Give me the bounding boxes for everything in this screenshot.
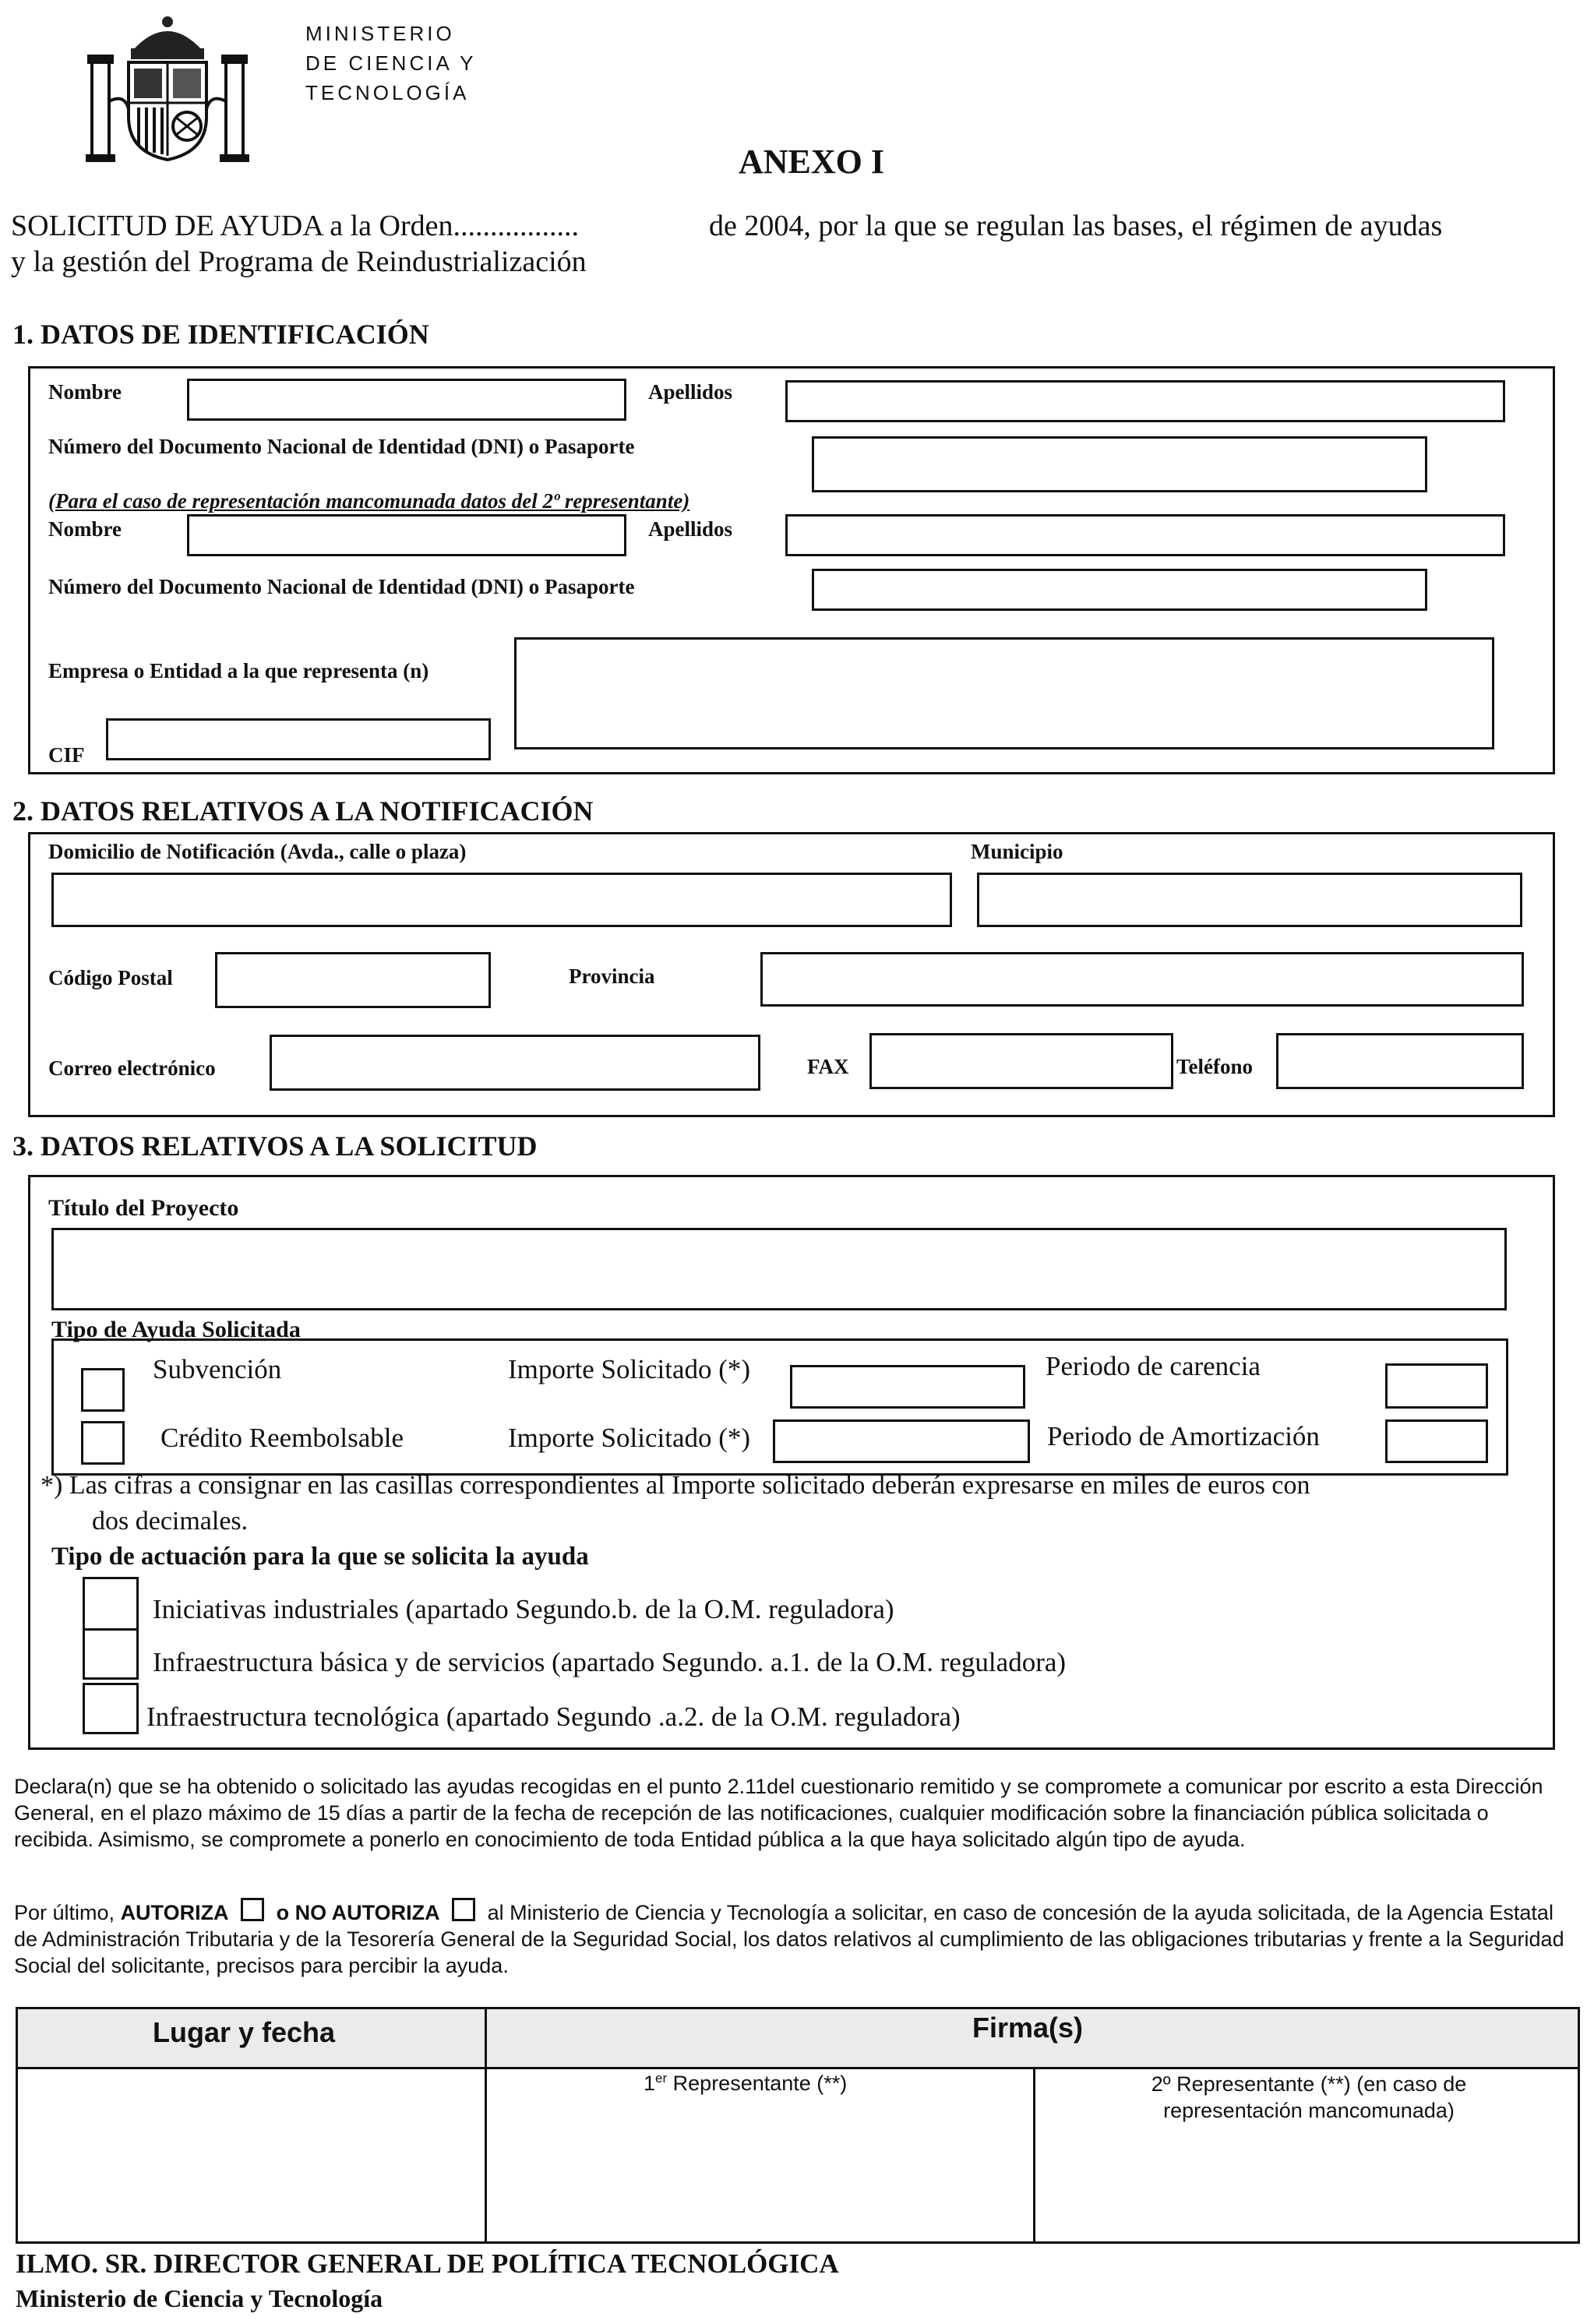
representante2-label: 2º Representante (**) (en caso de representación mancomunada) [1151, 2072, 1467, 2122]
representante1-ordinal-suffix: er [655, 2071, 668, 2086]
importe1-label: Importe Solicitado (*) [508, 1354, 751, 1384]
telefono-label: Teléfono [1176, 1055, 1254, 1078]
apellidos-label: Apellidos [648, 380, 733, 404]
nombre-label: Nombre [48, 380, 122, 404]
autoriza-checkbox[interactable] [241, 1898, 264, 1921]
tipo-ayuda-label: Tipo de Ayuda Solicitada [51, 1317, 301, 1342]
subvencion-label: Subvención [153, 1354, 282, 1384]
firmas-header: Firma(s) [972, 2012, 1084, 2044]
empresa-field[interactable] [514, 637, 1494, 749]
credito-label: Crédito Reembolsable [160, 1423, 404, 1453]
nombre-field[interactable] [187, 379, 626, 421]
actuacion-checkbox-2[interactable] [83, 1628, 139, 1680]
correo-label: Correo electrónico [48, 1056, 216, 1080]
apellidos2-label: Apellidos [648, 517, 733, 541]
codigo-postal-field[interactable] [215, 952, 491, 1008]
representante1-text: Representante (**) [667, 2072, 848, 2095]
lugar-fecha-cell[interactable] [18, 2069, 484, 2241]
cif-label: CIF [48, 743, 85, 767]
correo-field[interactable] [270, 1035, 760, 1091]
importe2-field[interactable] [773, 1419, 1030, 1463]
periodo-carencia-field[interactable] [1385, 1363, 1488, 1409]
mancomunada-note: (Para el caso de representación mancomunada datos del 2º representante) [48, 489, 690, 513]
authorization-paragraph [14, 1898, 1564, 1979]
apellidos2-field[interactable] [785, 514, 1505, 556]
periodo-amortizacion-label: Periodo de Amortización [1047, 1421, 1320, 1451]
intro-line-1-right: de 2004, por la que se regulan las bases, el régimen de ayudas [709, 210, 1443, 242]
footnote-line-1: *) Las cifras a consignar en las casillas correspondientes al Importe solicitado deberán expresarse en miles de euros con [41, 1471, 1310, 1500]
actuacion-checkbox-3[interactable] [83, 1683, 139, 1734]
actuacion-checkbox-1[interactable] [83, 1577, 139, 1633]
dni-label: Número del Documento Nacional de Identidad (DNI) o Pasaporte [48, 435, 635, 458]
credito-checkbox[interactable] [81, 1421, 125, 1465]
periodo-amortizacion-field[interactable] [1385, 1419, 1488, 1463]
lugar-fecha-header: Lugar y fecha [153, 2016, 336, 2048]
ministry-line: DE CIENCIA Y [305, 51, 477, 75]
domicilio-label: Domicilio de Notificación (Avda., calle o plaza) [48, 840, 467, 863]
ministry-line: MINISTERIO [305, 22, 455, 45]
ministry-line: TECNOLOGÍA [305, 81, 470, 104]
tipo-actuacion-label: Tipo de actuación para la que se solicita la ayuda [51, 1543, 589, 1571]
municipio-label: Municipio [971, 840, 1063, 863]
municipio-field[interactable] [977, 873, 1522, 927]
intro-line-1-left: SOLICITUD DE AYUDA a la Orden................. [11, 210, 579, 242]
nombre2-label: Nombre [48, 517, 122, 541]
coat-of-arms-logo [78, 8, 257, 164]
importe2-label: Importe Solicitado (*) [508, 1423, 751, 1453]
fax-field[interactable] [869, 1033, 1173, 1089]
dni2-label: Número del Documento Nacional de Identidad (DNI) o Pasaporte [48, 575, 635, 598]
empresa-label: Empresa o Entidad a la que representa (n) [48, 659, 429, 682]
signature-col-divider-2 [1033, 2068, 1035, 2241]
declaration-paragraph: Declara(n) que se ha obtenido o solicitado las ayudas recogidas en el punto 2.11del cuestionario remitido y se compromete a comunicar por escrito a esta Dirección General, en el plazo máximo de 15 días a partir de la fecha de recepción de las notificaciones, cualquier modificación sobre la financiación pública solicitada o recibida. Asimismo, se compromete a ponerlo en conocimiento de toda Entidad pública a la que haya solicitado algún tipo de ayuda. [14, 1775, 1543, 1851]
telefono-field[interactable] [1276, 1033, 1524, 1089]
importe1-field[interactable] [790, 1365, 1025, 1409]
codigo-postal-label: Código Postal [48, 966, 173, 989]
no-autoriza-label: o NO AUTORIZA [276, 1901, 440, 1924]
titulo-proyecto-field[interactable] [51, 1228, 1507, 1310]
autoriza-label: AUTORIZA [120, 1901, 229, 1924]
actuacion-label-3: Infraestructura tecnológica (apartado Segundo .a.2. de la O.M. reguladora) [146, 1702, 961, 1732]
periodo-carencia-label: Periodo de carencia [1046, 1351, 1261, 1381]
titulo-proyecto-label: Título del Proyecto [48, 1195, 239, 1221]
authorization-text: al Ministerio de Ciencia y Tecnología a solicitar, en caso de concesión de la ayuda solicitada, de la Agencia Estatal de Administración Tributaria y de la Tesorería General de la Seguridad Social, los datos relativos al cumplimiento de las obligaciones tributarias y frente a la Seguridad Social del solicitante, precisos para percibir la ayuda. [14, 1901, 1564, 1977]
actuacion-label-1: Iniciativas industriales (apartado Segundo.b. de la O.M. reguladora) [153, 1594, 894, 1624]
signature-col-divider-1 [485, 2009, 487, 2241]
section2-title: 2. DATOS RELATIVOS A LA NOTIFICACIÓN [12, 795, 594, 827]
representante1-ordinal: 1 [644, 2072, 656, 2095]
ministry-name [305, 19, 476, 108]
annex-title: ANEXO I [739, 143, 885, 181]
dni2-field[interactable] [812, 569, 1427, 611]
subvencion-checkbox[interactable] [81, 1368, 125, 1412]
provincia-field[interactable] [760, 952, 1524, 1007]
apellidos-field[interactable] [785, 380, 1505, 422]
nombre2-field[interactable] [187, 514, 626, 556]
section1-title: 1. DATOS DE IDENTIFICACIÓN [12, 319, 429, 350]
addressee-line-1: ILMO. SR. DIRECTOR GENERAL DE POLÍTICA TECNOLÓGICA [16, 2248, 839, 2279]
no-autoriza-checkbox[interactable] [452, 1898, 475, 1921]
addressee-line-2: Ministerio de Ciencia y Tecnología [16, 2284, 383, 2312]
actuacion-label-2: Infraestructura básica y de servicios (apartado Segundo. a.1. de la O.M. reguladora) [153, 1647, 1067, 1677]
footnote-line-2: dos decimales. [92, 1507, 249, 1536]
section3-title: 3. DATOS RELATIVOS A LA SOLICITUD [12, 1130, 538, 1162]
representante1-label [644, 2071, 847, 2096]
cif-field[interactable] [106, 718, 491, 760]
fax-label: FAX [807, 1055, 849, 1078]
provincia-label: Provincia [569, 965, 655, 988]
dni-field[interactable] [812, 436, 1427, 492]
authorization-intro: Por último, [14, 1901, 115, 1924]
domicilio-field[interactable] [51, 873, 952, 927]
intro-line-2: y la gestión del Programa de Reindustrialización [11, 245, 587, 278]
